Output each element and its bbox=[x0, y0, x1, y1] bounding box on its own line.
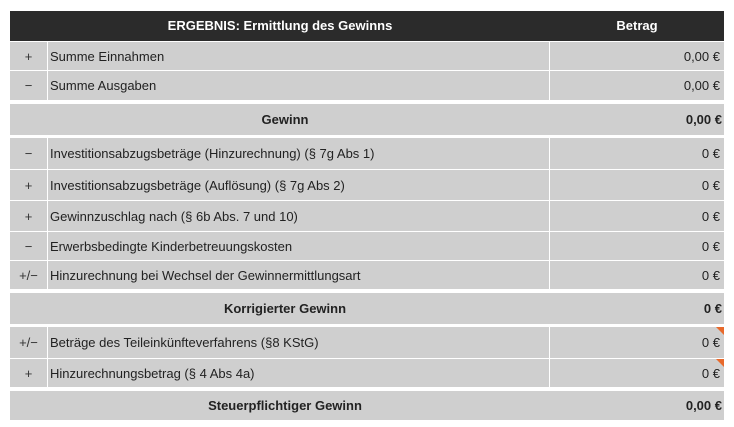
row-sign: + bbox=[24, 208, 33, 224]
row-label: Gewinnzuschlag nach (§ 6b Abs. 7 und 10) bbox=[50, 208, 298, 224]
row-label: Investitionsabzugsbeträge (Auflösung) (§ 7g Abs 2) bbox=[50, 177, 345, 193]
amount-cell[interactable]: 0 € bbox=[701, 238, 720, 254]
row-label: Investitionsabzugsbeträge (Hinzurechnung) (§ 7g Abs 1) bbox=[50, 146, 375, 161]
row-sign: +/− bbox=[19, 335, 38, 350]
amount-cell[interactable]: 0 € bbox=[701, 365, 720, 381]
subtotal-row-gewinn bbox=[10, 104, 724, 135]
row-sign: + bbox=[24, 365, 33, 381]
total-row-steuerpflichtiger-gewinn bbox=[10, 391, 724, 420]
table-row-gewinnzuschlag bbox=[10, 201, 724, 231]
table-row-hinzurechnungsbetrag bbox=[10, 359, 724, 387]
row-sign: − bbox=[24, 146, 33, 161]
row-label: Hinzurechnungsbetrag (§ 4 Abs 4a) bbox=[50, 365, 255, 381]
total-amount: 0,00 € bbox=[685, 398, 722, 413]
subtotal-label: Korrigierter Gewinn bbox=[223, 301, 347, 316]
table-row-kinderbetreuung bbox=[10, 232, 724, 260]
row-label: Summe Ausgaben bbox=[50, 78, 157, 93]
total-label: Steuerpflichtiger Gewinn bbox=[208, 398, 362, 413]
amount-cell[interactable]: 0 € bbox=[701, 177, 720, 193]
row-sign: + bbox=[24, 177, 33, 193]
row-label: Beträge des Teileinkünfteverfahrens (§8 KStG) bbox=[50, 335, 319, 350]
amount-cell[interactable]: 0 € bbox=[701, 267, 720, 283]
table-row-summe-ausgaben bbox=[10, 71, 724, 100]
subtotal-amount: 0 € bbox=[703, 301, 722, 316]
table-row-summe-einnahmen bbox=[10, 42, 724, 70]
row-sign: + bbox=[24, 48, 33, 64]
row-sign: − bbox=[24, 78, 33, 93]
amount-cell[interactable]: 0 € bbox=[701, 146, 720, 161]
row-label: Erwerbsbedingte Kinderbetreuungskosten bbox=[50, 238, 293, 254]
table-row-iab-aufloesung bbox=[10, 170, 724, 200]
row-sign: − bbox=[24, 238, 33, 254]
amount-cell[interactable]: 0,00 € bbox=[683, 48, 720, 64]
table-header bbox=[10, 11, 724, 41]
amount-cell[interactable]: 0,00 € bbox=[683, 78, 720, 93]
subtotal-label: Gewinn bbox=[261, 112, 309, 127]
comment-marker-icon[interactable] bbox=[716, 359, 724, 367]
subtotal-amount: 0,00 € bbox=[685, 112, 722, 127]
table-row-wechsel-gewinnermittlung bbox=[10, 261, 724, 289]
header-amount-label: Betrag bbox=[616, 18, 658, 33]
row-label: Hinzurechnung bei Wechsel der Gewinnermittlungsart bbox=[50, 267, 361, 283]
comment-marker-icon[interactable] bbox=[716, 327, 724, 335]
header-title: ERGEBNIS: Ermittlung des Gewinns bbox=[167, 18, 393, 33]
amount-cell[interactable]: 0 € bbox=[701, 208, 720, 224]
table-row-teileinkuenfte bbox=[10, 327, 724, 358]
subtotal-row-korrigierter-gewinn bbox=[10, 293, 724, 324]
row-sign: +/− bbox=[19, 267, 38, 283]
amount-cell[interactable]: 0 € bbox=[701, 335, 720, 350]
table-row-iab-hinzurechnung bbox=[10, 138, 724, 169]
row-label: Summe Einnahmen bbox=[50, 48, 165, 64]
